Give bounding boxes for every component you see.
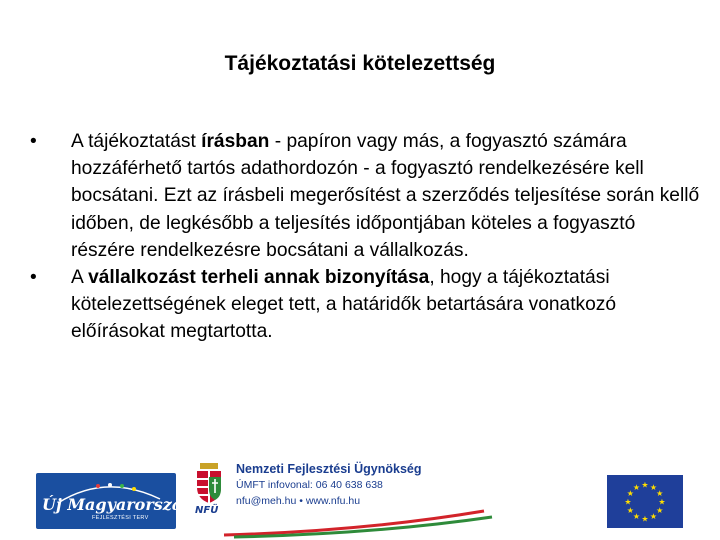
eu-star-icon: ★ [626,506,634,515]
eu-star-icon: ★ [658,497,666,507]
bullet-marker: • [30,131,37,152]
nfu-badge: NFÜ [195,505,219,516]
eu-star-icon: ★ [656,506,664,515]
uj-magyarorszag-sub: FEJLESZTÉSI TERV [92,515,149,521]
tricolor-swoosh-icon [224,505,494,537]
bullet-text: A [71,267,89,289]
nfu-org-name: Nemzeti Fejlesztési Ügynökség [236,462,422,476]
eu-star-icon: ★ [641,514,649,524]
bullet-marker: • [30,267,37,289]
bullet-emphasis: vállalkozást terheli annak bizonyítása [88,267,430,289]
hungarian-crest-icon [194,463,224,503]
bullet-emphasis: írásban [201,131,270,152]
nfu-web: www.nfu.hu [305,495,361,507]
bullet-text: A tájékoztatást [71,131,202,152]
eu-star-icon: ★ [632,512,641,522]
uj-magyarorszag-script: Új Magyarország [42,495,194,514]
eu-star-icon: ★ [649,482,658,492]
bullet-text: - papíron vagy más, a fogyasztó számára hozzáférhető tartós adathordozón - a fogyasztó rendelkezésére kell bocsátani. Ezt az írásbeli megerősítést a szerződés teljesítése során kellő időben, de legkésőbb a teljesítés időpontjában köteles a fogyasztó részére rendelkezésre bocsátani a vállalkozás. [71,131,700,261]
eu-star-icon: ★ [656,489,664,498]
bullet-list [30,128,700,346]
eu-flag [607,475,683,528]
eu-stars-icon [607,475,683,528]
nfu-email: nfu@meh.hu [236,495,297,507]
eu-star-icon: ★ [641,480,649,490]
bullet-item [30,128,700,264]
bullet-item [30,264,700,346]
footer-logos [0,455,720,540]
eu-star-icon: ★ [624,497,632,507]
nfu-separator: • [299,495,303,507]
nfu-logo [194,455,494,537]
eu-star-icon: ★ [632,482,641,492]
slide-title: Tájékoztatási kötelezettség [224,52,496,75]
eu-star-icon: ★ [649,512,658,522]
uj-magyarorszag-logo [36,473,194,529]
eu-star-icon: ★ [626,489,634,498]
bullet-text: , hogy a tájékoztatási kötelezettségének eleget tett, a határidők betartására vonatkozó előírásokat megtartotta. [71,267,617,343]
nfu-infoline: ÚMFT infovonal: 06 40 638 638 [236,479,383,491]
